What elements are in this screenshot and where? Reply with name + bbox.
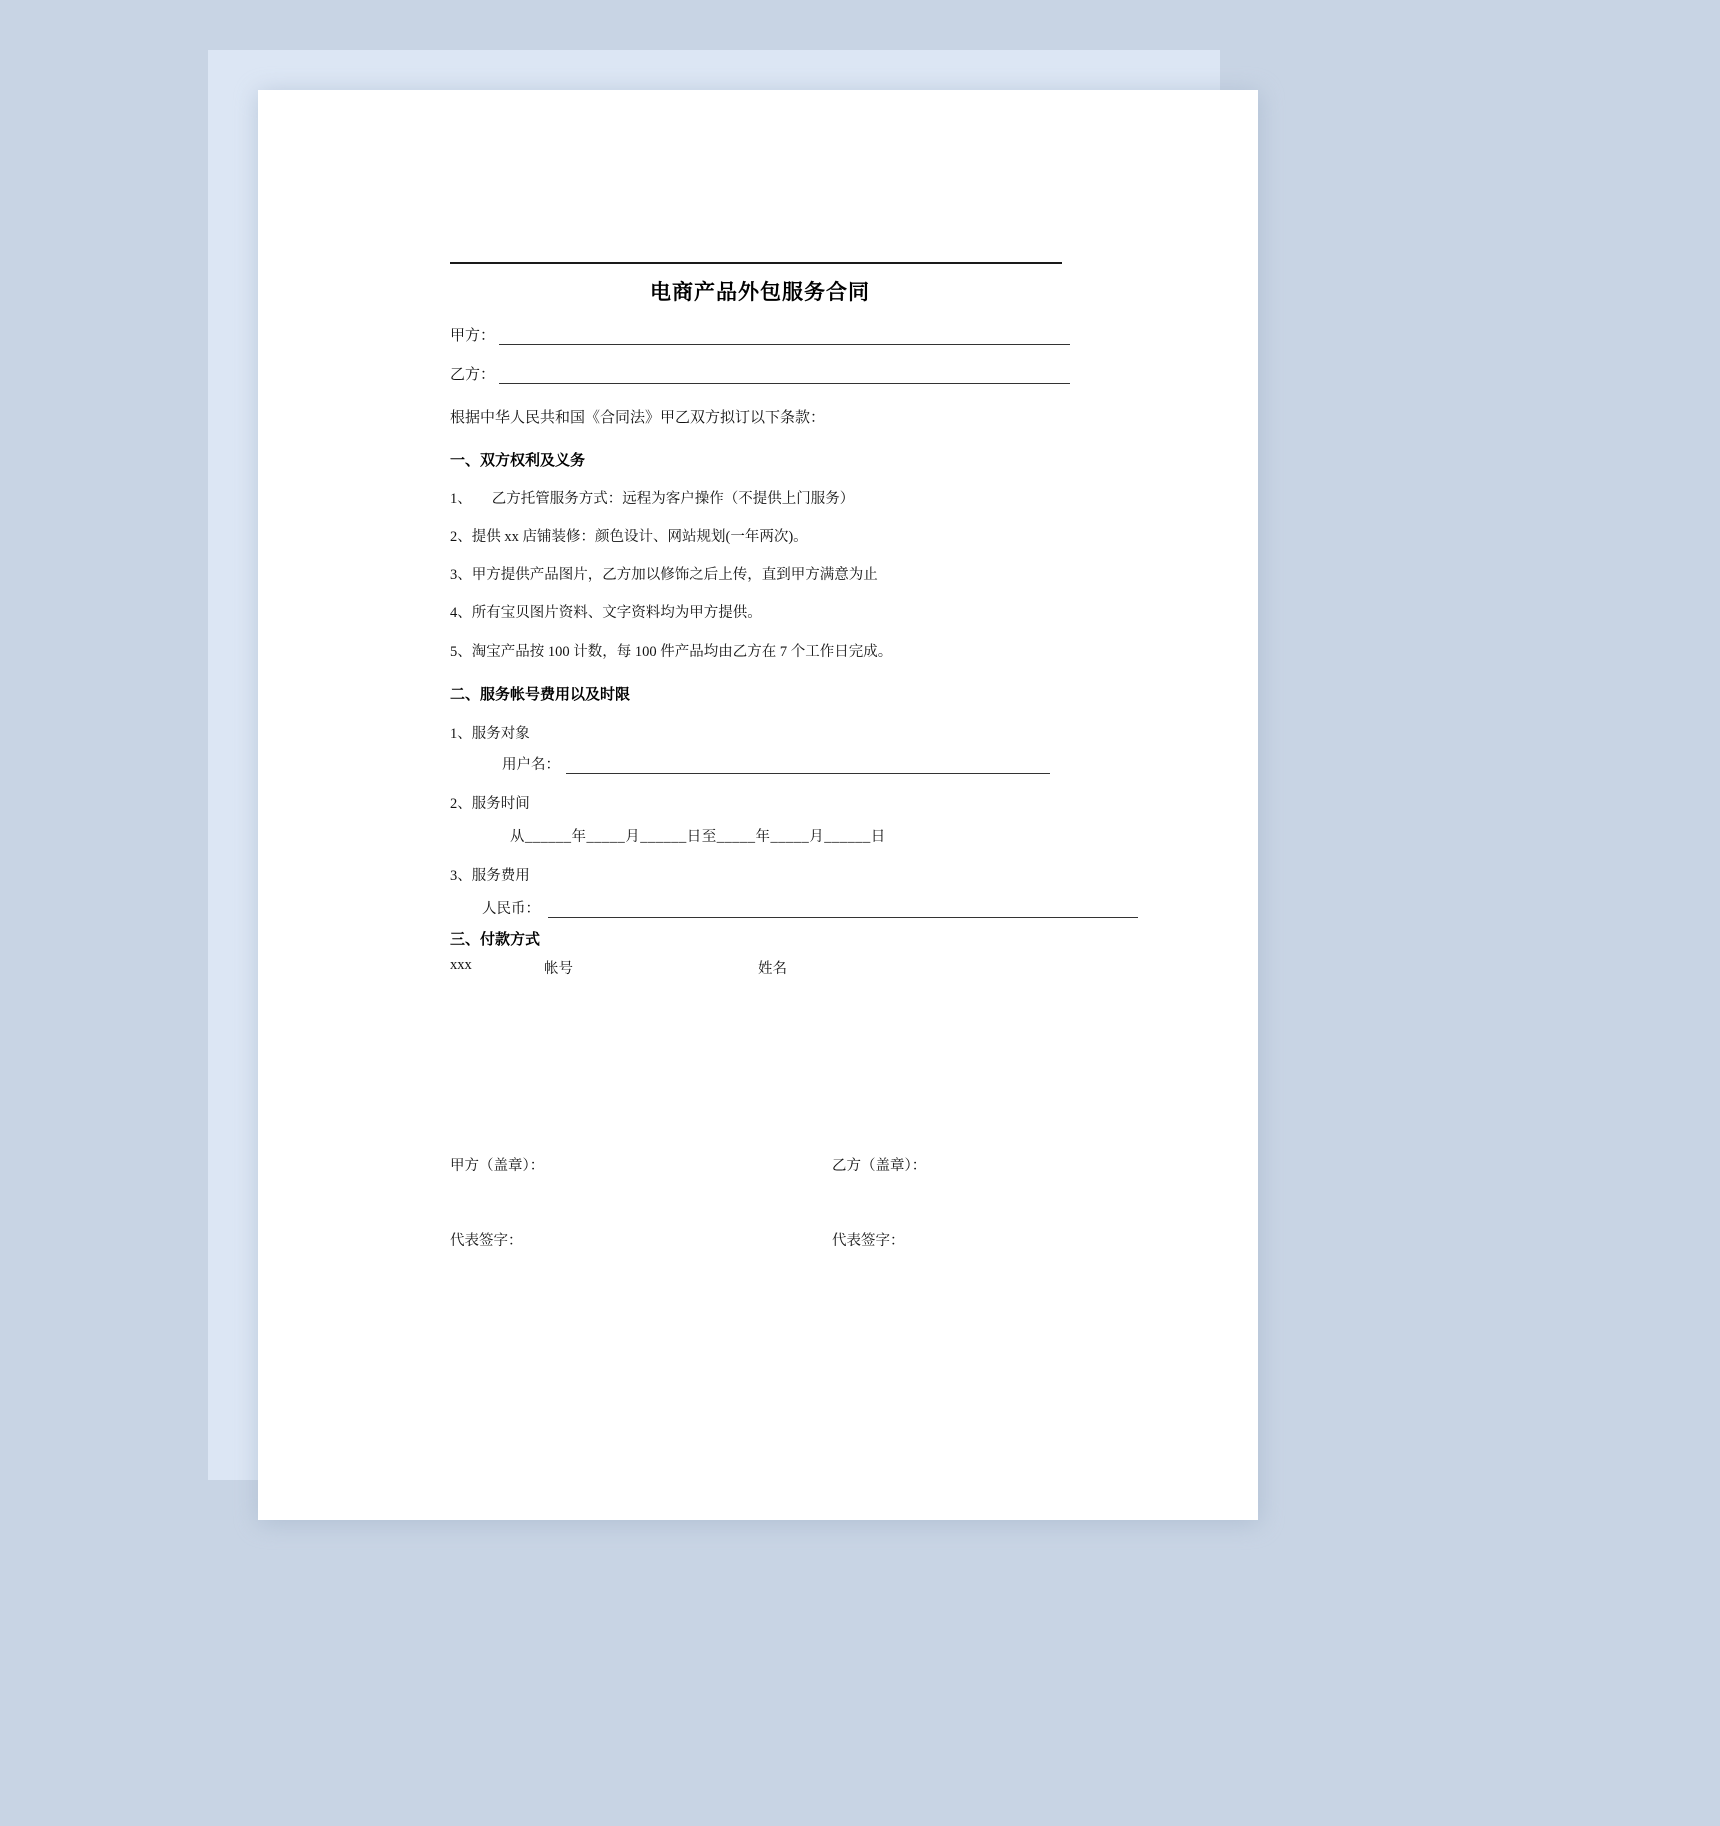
payment-bank-label: xxx [450, 956, 472, 973]
party-a-input[interactable] [499, 329, 1070, 345]
currency-input[interactable] [548, 902, 1138, 918]
document-title: 电商产品外包服务合同 [650, 280, 870, 304]
clause-text: 甲方提供产品图片，乙方加以修饰之后上传，直到甲方满意为止 [471, 567, 878, 584]
username-input[interactable] [566, 758, 1050, 774]
clause-number: 3、 [450, 567, 472, 584]
clause-text: 乙方托管服务方式：远程为客户操作（不提供上门服务） [491, 491, 855, 507]
payment-name-label: 姓名 [758, 960, 787, 977]
preamble-text: 根据中华人民共和国《合同法》甲乙双方拟订以下条款： [450, 410, 826, 426]
section-three-heading: 三、付款方式 [450, 931, 541, 948]
service-target-label: 1、服务对象 [450, 725, 530, 742]
section-one-heading: 一、双方权利及义务 [450, 453, 586, 469]
representative-row [450, 1229, 1070, 1250]
clause-text: 提供 xx 店铺装修：颜色设计、网站规划(一年两次)。 [471, 529, 808, 546]
party-a-field [450, 324, 1070, 345]
clause-item [450, 490, 1070, 508]
signature-block [450, 1154, 1070, 1250]
clause-item [450, 566, 1070, 584]
party-b-field [450, 363, 1070, 384]
clause-text: 淘宝产品按 100 计数，每 100 件产品均由乙方在 7 个工作日完成。 [471, 643, 893, 660]
party-a-label: 甲方： [450, 328, 496, 344]
clause-item [450, 528, 1070, 546]
section-two-heading: 二、服务帐号费用以及时限 [450, 686, 631, 703]
contract-page [258, 90, 1258, 1520]
clause-text: 所有宝贝图片资料、文字资料均为甲方提供。 [471, 605, 762, 622]
service-fee-label: 3、服务费用 [450, 867, 530, 884]
currency-label: 人民币： [482, 900, 540, 917]
party-b-input[interactable] [499, 368, 1070, 384]
clause-number: 2、 [450, 529, 472, 546]
rep-sign-a-label: 代表签字： [450, 1232, 523, 1249]
service-time-label: 2、服务时间 [450, 795, 530, 812]
clause-item [450, 643, 1070, 661]
service-date-range[interactable]: 从______年_____月______日至_____年_____月______日 [510, 828, 886, 845]
clause-number: 4、 [450, 605, 472, 622]
seal-row [450, 1154, 1070, 1175]
party-b-label: 乙方： [450, 367, 496, 383]
title-rule [450, 262, 1062, 264]
clause-number: 1、 [450, 491, 472, 507]
seal-party-b-label: 乙方（盖章）： [832, 1157, 927, 1174]
payment-account-label: 帐号 [544, 960, 573, 977]
clause-number: 5、 [450, 643, 472, 660]
payment-columns [450, 957, 1070, 978]
rep-sign-b-label: 代表签字： [832, 1232, 905, 1249]
clause-item [450, 604, 1070, 622]
currency-field [450, 897, 1070, 918]
username-field [450, 753, 1070, 774]
page-content [450, 262, 1070, 1250]
username-label: 用户名： [502, 756, 560, 773]
seal-party-a-label: 甲方（盖章）： [450, 1157, 545, 1174]
